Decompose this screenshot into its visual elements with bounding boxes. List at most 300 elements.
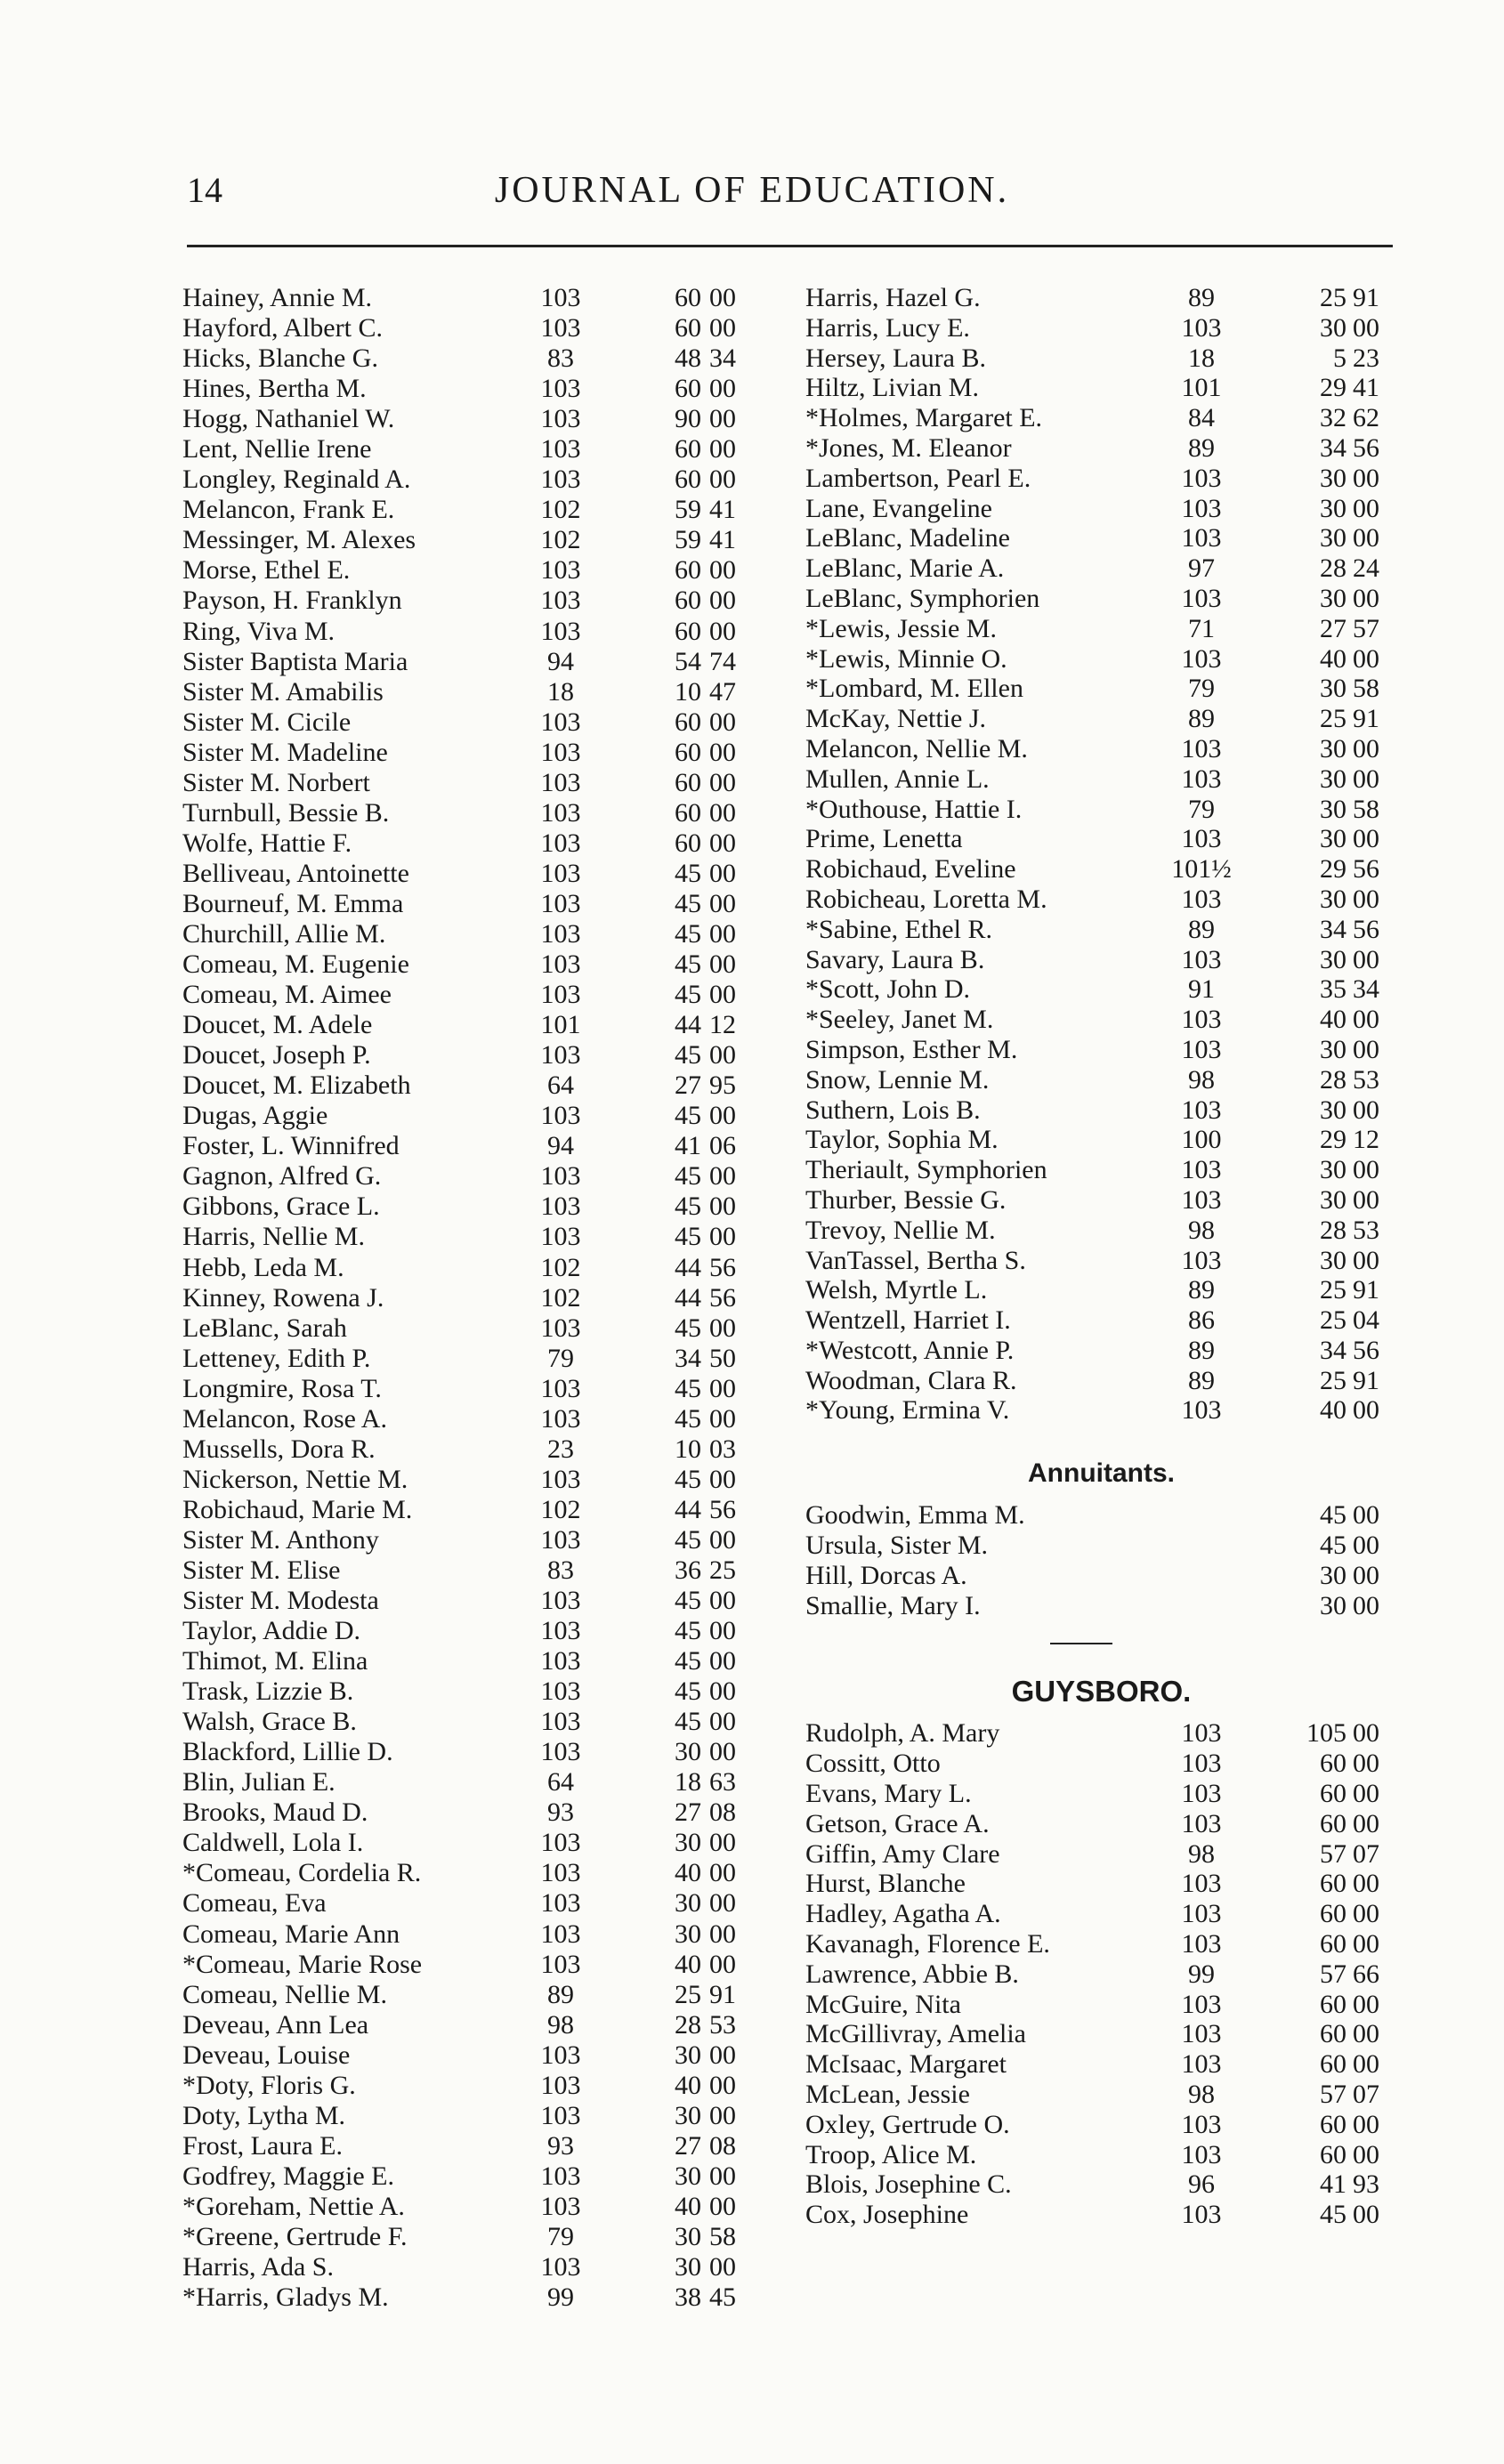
table-row <box>805 1779 1397 1809</box>
teacher-name: Lent, Nellie Irene <box>182 434 372 465</box>
days-taught: 102 <box>540 1252 581 1282</box>
teacher-name: Blackford, Lillie D. <box>182 1737 393 1767</box>
amount-cents: 07 <box>1353 1838 1379 1869</box>
amount-dollars: 40 <box>675 1858 701 1888</box>
table-row <box>805 283 1397 313</box>
amount-dollars: 40 <box>675 2070 701 2100</box>
days-taught: 103 <box>540 767 581 797</box>
days-taught: 103 <box>540 1403 581 1434</box>
amount-cents: 00 <box>1353 1989 1379 2019</box>
days-taught: 103 <box>540 1524 581 1555</box>
table-row <box>805 1749 1397 1779</box>
amount-cents: 07 <box>1353 2080 1379 2110</box>
teacher-name: Harris, Ada S. <box>182 2252 334 2282</box>
amount-cents: 58 <box>709 2222 736 2251</box>
amount-dollars: 28 <box>675 2009 701 2040</box>
days-taught: 18 <box>547 676 574 707</box>
teacher-name: Sister M. Modesta <box>182 1586 379 1616</box>
amount-dollars: 30 <box>1320 944 1346 974</box>
table-row <box>805 915 1397 945</box>
teacher-name: Dugas, Aggie <box>182 1101 328 1131</box>
amount-cents: 00 <box>1353 1899 1379 1929</box>
teacher-name: Comeau, Eva <box>182 1888 327 1919</box>
days-taught: 103 <box>540 404 581 434</box>
amount-cents: 00 <box>1353 1779 1379 1809</box>
amount-dollars: 30 <box>1320 794 1346 824</box>
amount-dollars: 45 <box>1320 1531 1346 1561</box>
table-row <box>805 1035 1397 1065</box>
table-row <box>182 1313 774 1344</box>
amount-dollars: 60 <box>675 555 701 586</box>
days-taught: 103 <box>540 1919 581 1949</box>
table-row <box>182 1404 774 1434</box>
amount-cents: 00 <box>709 1373 736 1403</box>
amount-dollars: 30 <box>1320 884 1346 914</box>
amount-cents: 53 <box>709 2009 736 2040</box>
teacher-name: Woodman, Clara R. <box>805 1365 1017 1395</box>
table-row <box>182 798 774 828</box>
teacher-name: McIsaac, Margaret <box>805 2049 1007 2080</box>
amount-dollars: 27 <box>675 2130 701 2161</box>
days-taught: 103 <box>540 707 581 737</box>
table-row <box>805 1366 1397 1396</box>
table-row <box>182 283 774 313</box>
annuitants-entries <box>805 1500 1397 1620</box>
days-taught: 103 <box>1181 2139 1222 2169</box>
table-row <box>182 919 774 949</box>
days-taught: 103 <box>540 2100 581 2130</box>
amount-cents: 00 <box>1353 1560 1379 1590</box>
amount-cents: 00 <box>1353 2049 1379 2080</box>
amount-cents: 63 <box>709 1767 736 1798</box>
days-taught: 103 <box>1181 312 1222 343</box>
right-column-entries <box>805 283 1397 1426</box>
days-taught: 64 <box>547 1767 574 1798</box>
amount-dollars: 30 <box>1320 824 1346 854</box>
teacher-name: Messinger, M. Alexes <box>182 525 416 555</box>
amount-cents: 91 <box>1353 704 1379 734</box>
amount-dollars: 90 <box>675 404 701 434</box>
teacher-name: Harris, Nellie M. <box>182 1222 365 1252</box>
table-row <box>805 1591 1397 1621</box>
days-taught: 103 <box>540 949 581 980</box>
amount-dollars: 30 <box>675 1919 701 1949</box>
amount-dollars: 36 <box>675 1555 701 1585</box>
teacher-name: Lambertson, Pearl E. <box>805 463 1031 493</box>
amount-cents: 74 <box>709 646 736 676</box>
amount-cents: 91 <box>1353 1275 1379 1305</box>
amount-cents: 00 <box>709 2100 736 2130</box>
teacher-name: Trevoy, Nellie M. <box>805 1215 996 1245</box>
teacher-name: Welsh, Myrtle L. <box>805 1275 988 1305</box>
days-taught: 102 <box>540 525 581 555</box>
teacher-name: Deveau, Ann Lea <box>182 2009 369 2040</box>
amount-cents: 24 <box>1353 553 1379 584</box>
teacher-name: *Holmes, Margaret E. <box>805 403 1043 433</box>
days-taught: 103 <box>540 1464 581 1494</box>
amount-dollars: 44 <box>675 1252 701 1282</box>
teacher-name: *Comeau, Cordelia R. <box>182 1858 422 1888</box>
amount-dollars: 40 <box>675 1949 701 1979</box>
table-row <box>182 980 774 1010</box>
amount-cents: 00 <box>709 1888 736 1919</box>
teacher-name: Melancon, Rose A. <box>182 1403 387 1434</box>
teacher-name: Rudolph, A. Mary <box>805 1718 1000 1749</box>
amount-dollars: 29 <box>1320 373 1346 403</box>
amount-cents: 91 <box>1353 283 1379 312</box>
table-row <box>182 2040 774 2071</box>
amount-dollars: 45 <box>675 1676 701 1707</box>
table-row <box>182 1676 774 1707</box>
amount-dollars: 45 <box>675 1101 701 1131</box>
amount-cents: 00 <box>709 1464 736 1494</box>
table-row <box>805 2019 1397 2049</box>
table-row <box>805 1005 1397 1035</box>
days-taught: 102 <box>540 495 581 525</box>
table-row <box>805 313 1397 343</box>
amount-cents: 58 <box>1353 674 1379 704</box>
teacher-name: Wentzell, Harriet I. <box>805 1305 1011 1336</box>
amount-dollars: 10 <box>675 1434 701 1464</box>
amount-dollars: 105 <box>1306 1718 1346 1749</box>
amount-cents: 00 <box>1353 643 1379 674</box>
table-row <box>182 1767 774 1798</box>
amount-dollars: 57 <box>1320 1959 1346 1989</box>
days-taught: 103 <box>1181 463 1222 493</box>
table-row <box>182 434 774 465</box>
teacher-name: Ring, Viva M. <box>182 616 335 646</box>
teacher-name: Comeau, Marie Ann <box>182 1919 400 1949</box>
amount-dollars: 30 <box>1320 493 1346 523</box>
table-row <box>182 2252 774 2282</box>
amount-cents: 56 <box>1353 432 1379 463</box>
days-taught: 100 <box>1181 1125 1222 1155</box>
teacher-name: *Harris, Gladys M. <box>182 2282 389 2313</box>
amount-cents: 50 <box>709 1343 736 1373</box>
amount-dollars: 60 <box>1320 2049 1346 2080</box>
table-row <box>182 1495 774 1525</box>
amount-cents: 08 <box>709 2130 736 2161</box>
table-row <box>182 1465 774 1495</box>
teacher-name: Sister M. Cicile <box>182 707 352 737</box>
amount-cents: 66 <box>1353 1959 1379 1989</box>
amount-cents: 00 <box>709 283 736 312</box>
amount-dollars: 34 <box>675 1343 701 1373</box>
amount-dollars: 27 <box>675 1070 701 1101</box>
amount-cents: 00 <box>709 374 736 404</box>
teacher-name: Bourneuf, M. Emma <box>182 888 404 918</box>
amount-cents: 23 <box>1353 343 1379 373</box>
amount-cents: 91 <box>1353 1365 1379 1395</box>
amount-dollars: 30 <box>1320 763 1346 794</box>
days-taught: 79 <box>1188 674 1215 704</box>
table-row <box>182 1344 774 1374</box>
days-taught: 103 <box>1181 2019 1222 2049</box>
amount-dollars: 25 <box>1320 1305 1346 1336</box>
days-taught: 64 <box>547 1070 574 1101</box>
amount-cents: 00 <box>709 616 736 646</box>
days-taught: 103 <box>1181 1184 1222 1215</box>
amount-dollars: 60 <box>1320 1929 1346 1959</box>
teacher-name: Gibbons, Grace L. <box>182 1192 380 1222</box>
days-taught: 103 <box>1181 824 1222 854</box>
amount-dollars: 27 <box>1320 613 1346 643</box>
amount-cents: 00 <box>1353 1395 1379 1426</box>
teacher-name: Harris, Hazel G. <box>805 283 981 312</box>
table-row <box>805 464 1397 494</box>
amount-dollars: 5 <box>1333 343 1346 373</box>
teacher-name: Hiltz, Livian M. <box>805 373 979 403</box>
amount-dollars: 30 <box>675 2161 701 2191</box>
table-row <box>182 1616 774 1646</box>
days-taught: 83 <box>547 1555 574 1585</box>
table-row <box>182 1888 774 1919</box>
amount-cents: 00 <box>709 555 736 586</box>
teacher-name: LeBlanc, Symphorien <box>805 583 1040 613</box>
days-taught: 103 <box>540 374 581 404</box>
table-row <box>805 614 1397 644</box>
days-taught: 103 <box>540 1646 581 1676</box>
amount-cents: 00 <box>709 1403 736 1434</box>
days-taught: 89 <box>1188 1335 1215 1365</box>
table-row <box>805 1095 1397 1126</box>
amount-dollars: 60 <box>675 737 701 767</box>
teacher-name: Comeau, M. Eugenie <box>182 949 409 980</box>
teacher-name: LeBlanc, Madeline <box>805 523 1010 553</box>
days-taught: 103 <box>1181 1034 1222 1064</box>
days-taught: 99 <box>547 2282 574 2313</box>
teacher-name: Robichaud, Marie M. <box>182 1494 413 1524</box>
days-taught: 79 <box>547 1343 574 1373</box>
teacher-name: Oxley, Gertrude O. <box>805 2109 1010 2139</box>
amount-dollars: 60 <box>675 283 701 312</box>
days-taught: 103 <box>1181 1005 1222 1035</box>
amount-cents: 00 <box>709 1040 736 1070</box>
table-row <box>182 1828 774 1858</box>
teacher-name: Ursula, Sister M. <box>805 1531 988 1561</box>
amount-cents: 00 <box>709 1161 736 1192</box>
teacher-name: Thurber, Bessie G. <box>805 1184 1007 1215</box>
days-taught: 103 <box>540 2040 581 2070</box>
amount-dollars: 27 <box>675 1798 701 1828</box>
amount-dollars: 60 <box>675 767 701 797</box>
page-number: 14 <box>187 170 222 210</box>
table-row <box>805 1125 1397 1155</box>
teacher-name: *Lombard, M. Ellen <box>805 674 1023 704</box>
table-row <box>182 2101 774 2131</box>
table-row <box>182 768 774 798</box>
days-taught: 93 <box>547 2130 574 2161</box>
amount-cents: 00 <box>709 1313 736 1343</box>
table-row <box>182 1070 774 1101</box>
table-row <box>182 1737 774 1767</box>
days-taught: 103 <box>540 797 581 828</box>
amount-dollars: 30 <box>675 1828 701 1858</box>
days-taught: 103 <box>1181 1095 1222 1125</box>
teacher-name: Doucet, M. Elizabeth <box>182 1070 411 1101</box>
teacher-name: Letteney, Edith P. <box>182 1343 371 1373</box>
days-taught: 99 <box>1188 1959 1215 1989</box>
teacher-name: Hersey, Laura B. <box>805 343 986 373</box>
table-row <box>805 854 1397 885</box>
amount-dollars: 40 <box>1320 1395 1346 1426</box>
amount-cents: 00 <box>709 980 736 1010</box>
amount-dollars: 30 <box>675 2222 701 2251</box>
table-row <box>182 2131 774 2161</box>
days-taught: 96 <box>1188 2169 1215 2200</box>
table-row <box>182 1192 774 1222</box>
amount-dollars: 30 <box>675 2252 701 2282</box>
amount-dollars: 40 <box>1320 1005 1346 1035</box>
teacher-name: *Goreham, Nettie A. <box>182 2191 405 2221</box>
amount-dollars: 60 <box>1320 1869 1346 1899</box>
days-taught: 103 <box>540 858 581 888</box>
table-row <box>182 1646 774 1676</box>
amount-dollars: 60 <box>1320 1808 1346 1838</box>
amount-dollars: 30 <box>1320 583 1346 613</box>
amount-dollars: 48 <box>675 343 701 374</box>
days-taught: 103 <box>1181 2200 1222 2230</box>
amount-cents: 00 <box>709 434 736 465</box>
table-row <box>805 2200 1397 2230</box>
amount-dollars: 45 <box>675 949 701 980</box>
amount-dollars: 60 <box>1320 1899 1346 1929</box>
table-row <box>182 1253 774 1283</box>
amount-cents: 41 <box>709 525 736 555</box>
amount-dollars: 28 <box>1320 1215 1346 1245</box>
days-taught: 103 <box>540 1192 581 1222</box>
table-row <box>182 2222 774 2252</box>
teacher-name: Comeau, M. Aimee <box>182 980 392 1010</box>
table-row <box>805 1065 1397 1095</box>
days-taught: 103 <box>1181 1718 1222 1749</box>
table-row <box>805 1990 1397 2020</box>
table-row <box>805 403 1397 433</box>
amount-dollars: 57 <box>1320 1838 1346 1869</box>
amount-cents: 00 <box>709 2070 736 2100</box>
amount-cents: 58 <box>1353 794 1379 824</box>
table-row <box>805 1869 1397 1899</box>
teacher-name: Doucet, Joseph P. <box>182 1040 371 1070</box>
days-taught: 103 <box>1181 1929 1222 1959</box>
amount-dollars: 60 <box>675 828 701 858</box>
days-taught: 103 <box>540 465 581 495</box>
table-row <box>182 1798 774 1828</box>
table-row <box>805 1185 1397 1216</box>
teacher-name: Walsh, Grace B. <box>182 1707 357 1737</box>
table-row <box>182 374 774 404</box>
table-row <box>182 889 774 919</box>
amount-cents: 00 <box>1353 1095 1379 1125</box>
teacher-name: Cox, Josephine <box>805 2200 969 2230</box>
table-row <box>805 1275 1397 1305</box>
teacher-name: *Young, Ermina V. <box>805 1395 1010 1426</box>
amount-cents: 00 <box>1353 1590 1379 1620</box>
table-row <box>182 525 774 555</box>
table-row <box>805 1561 1397 1591</box>
amount-cents: 12 <box>709 1010 736 1040</box>
amount-cents: 00 <box>1353 1034 1379 1064</box>
teacher-name: Hicks, Blanche G. <box>182 343 378 374</box>
amount-cents: 06 <box>709 1131 736 1161</box>
amount-cents: 08 <box>709 1798 736 1828</box>
teacher-name: *Outhouse, Hattie I. <box>805 794 1023 824</box>
days-taught: 103 <box>1181 1779 1222 1809</box>
teacher-name: Thimot, M. Elina <box>182 1646 368 1676</box>
teacher-name: Godfrey, Maggie E. <box>182 2161 394 2191</box>
days-taught: 103 <box>540 434 581 465</box>
amount-cents: 00 <box>709 1858 736 1888</box>
days-taught: 103 <box>1181 1155 1222 1185</box>
amount-cents: 00 <box>709 1192 736 1222</box>
table-row <box>805 674 1397 704</box>
amount-cents: 00 <box>709 888 736 918</box>
table-row <box>182 1434 774 1465</box>
teacher-name: Lawrence, Abbie B. <box>805 1959 1019 1989</box>
teacher-name: Taylor, Sophia M. <box>805 1125 999 1155</box>
amount-dollars: 25 <box>675 1979 701 2009</box>
teacher-name: Hill, Dorcas A. <box>805 1560 967 1590</box>
table-row <box>182 2071 774 2101</box>
teacher-name: Sister M. Madeline <box>182 737 388 767</box>
amount-cents: 04 <box>1353 1305 1379 1336</box>
days-taught: 103 <box>540 1161 581 1192</box>
amount-cents: 00 <box>709 858 736 888</box>
amount-cents: 00 <box>1353 944 1379 974</box>
amount-dollars: 44 <box>675 1282 701 1313</box>
table-row <box>805 2110 1397 2140</box>
amount-cents: 00 <box>1353 2139 1379 2169</box>
table-row <box>805 945 1397 975</box>
teacher-name: Longley, Reginald A. <box>182 465 411 495</box>
amount-dollars: 45 <box>675 1464 701 1494</box>
table-row <box>805 795 1397 825</box>
days-taught: 103 <box>1181 493 1222 523</box>
days-taught: 103 <box>540 283 581 312</box>
amount-cents: 41 <box>1353 373 1379 403</box>
table-row <box>805 1929 1397 1959</box>
amount-dollars: 30 <box>1320 1184 1346 1215</box>
teacher-name: Payson, H. Franklyn <box>182 586 402 616</box>
amount-cents: 12 <box>1353 1125 1379 1155</box>
table-row <box>182 2282 774 2313</box>
days-taught: 103 <box>1181 2109 1222 2139</box>
amount-cents: 00 <box>709 949 736 980</box>
days-taught: 103 <box>540 1888 581 1919</box>
amount-dollars: 30 <box>1320 463 1346 493</box>
teacher-name: Melancon, Nellie M. <box>805 733 1028 763</box>
table-row <box>805 2169 1397 2200</box>
teacher-name: Troop, Alice M. <box>805 2139 977 2169</box>
table-row <box>182 1283 774 1313</box>
teacher-name: Mullen, Annie L. <box>805 763 990 794</box>
teacher-name: Lane, Evangeline <box>805 493 992 523</box>
teacher-name: Prime, Lenetta <box>805 824 963 854</box>
teacher-name: Hayford, Albert C. <box>182 313 383 343</box>
days-taught: 103 <box>540 828 581 858</box>
table-row <box>182 1858 774 1888</box>
teacher-name: *Lewis, Minnie O. <box>805 643 1007 674</box>
days-taught: 98 <box>1188 2080 1215 2110</box>
amount-dollars: 60 <box>675 434 701 465</box>
amount-cents: 00 <box>709 586 736 616</box>
amount-cents: 00 <box>1353 733 1379 763</box>
amount-cents: 00 <box>1353 824 1379 854</box>
table-row <box>805 1500 1397 1531</box>
amount-cents: 00 <box>709 2040 736 2070</box>
amount-cents: 00 <box>709 2161 736 2191</box>
amount-dollars: 60 <box>1320 2109 1346 2139</box>
